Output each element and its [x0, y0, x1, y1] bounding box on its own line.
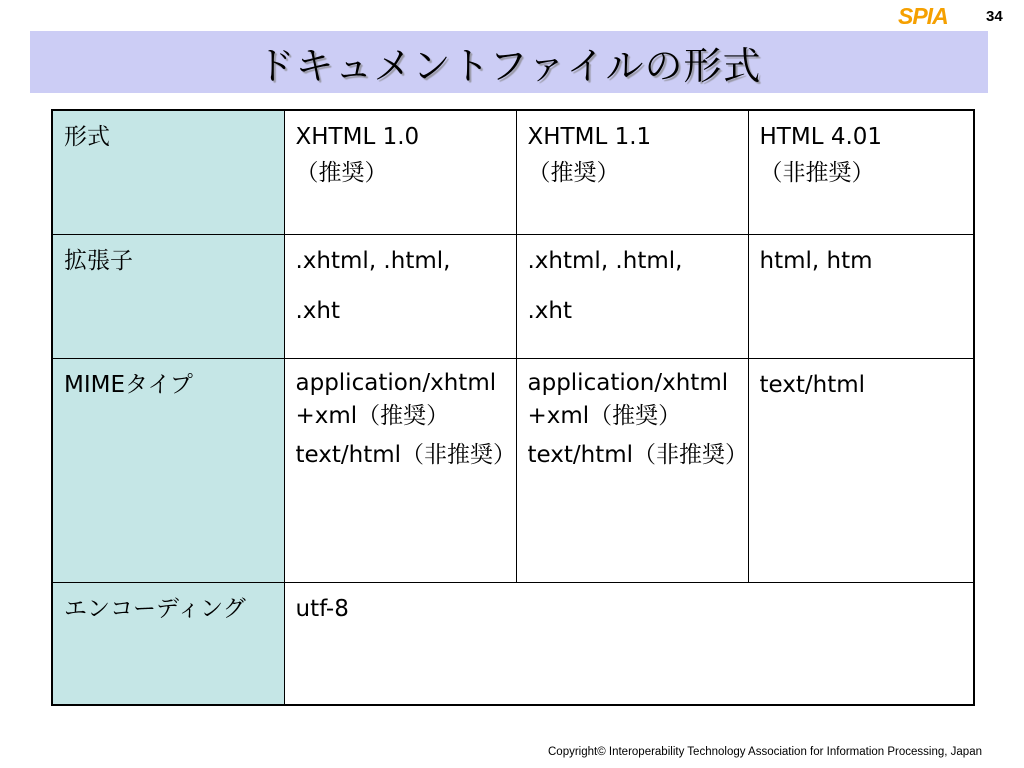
table-cell: application/xhtml+xml（推奨） text/html（非推奨） — [284, 358, 516, 582]
table-cell: XHTML 1.1 （推奨） — [516, 110, 748, 234]
table-cell: application/xhtml+xml（推奨） text/html（非推奨） — [516, 358, 748, 582]
title-banner — [30, 31, 988, 93]
table-cell: .xhtml, .html, .xht — [516, 234, 748, 358]
row-header: MIMEタイプ — [52, 358, 284, 582]
table-cell: text/html — [748, 358, 974, 582]
format-table — [51, 109, 975, 706]
page-title: ドキュメントファイルの形式 — [256, 43, 762, 88]
table-cell: .xhtml, .html, .xht — [284, 234, 516, 358]
table-row — [52, 582, 974, 705]
spia-logo: SPIA — [898, 3, 948, 29]
row-header: 拡張子 — [52, 234, 284, 358]
table-cell: HTML 4.01 （非推奨） — [748, 110, 974, 234]
table-cell: XHTML 1.0 （推奨） — [284, 110, 516, 234]
table-row — [52, 234, 974, 358]
page-number: 34 — [986, 8, 1003, 25]
table-cell: html, htm — [748, 234, 974, 358]
table-row — [52, 358, 974, 582]
table-cell: utf-8 — [284, 582, 974, 705]
row-header: エンコーディング — [52, 582, 284, 705]
row-header: 形式 — [52, 110, 284, 234]
table-row — [52, 110, 974, 234]
copyright-footer: Copyright© Interoperability Technology Association for Information Processing, Japan — [548, 746, 982, 758]
